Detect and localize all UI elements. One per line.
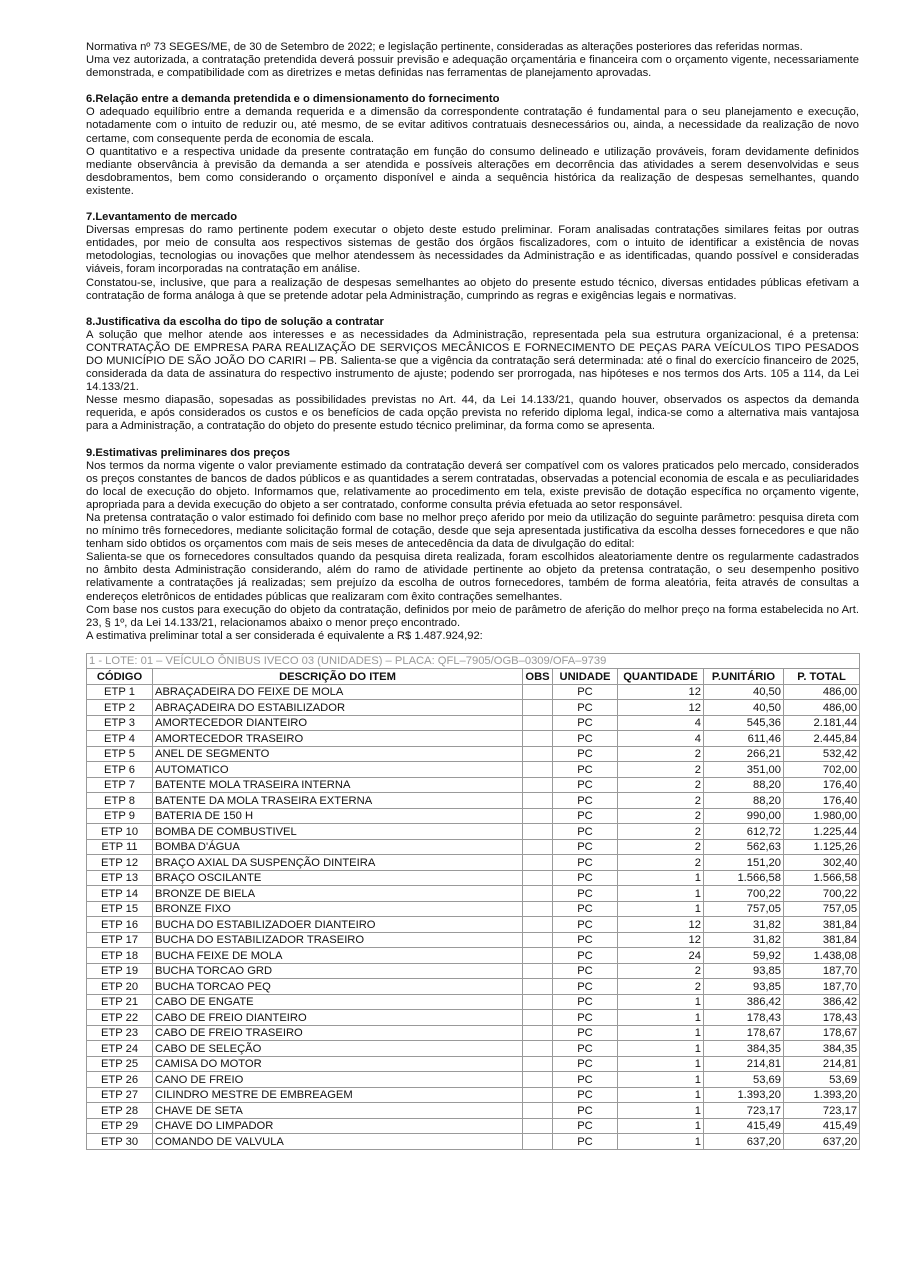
cell-total-price: 187,70 xyxy=(784,979,860,995)
cell-unit-price: 88,20 xyxy=(704,793,784,809)
cell-quantity: 1 xyxy=(618,1041,704,1057)
cell-unit-price: 415,49 xyxy=(704,1118,784,1134)
cell-obs xyxy=(523,901,553,917)
cell-code: ETP 27 xyxy=(87,1087,153,1103)
cell-quantity: 1 xyxy=(618,1134,704,1150)
cell-unit-price: 757,05 xyxy=(704,901,784,917)
table-row xyxy=(87,1134,860,1150)
cell-description: BUCHA FEIXE DE MOLA xyxy=(153,948,523,964)
cell-obs xyxy=(523,932,553,948)
cell-obs xyxy=(523,824,553,840)
cell-description: ANEL DE SEGMENTO xyxy=(153,746,523,762)
cell-description: COMANDO DE VALVULA xyxy=(153,1134,523,1150)
cell-quantity: 4 xyxy=(618,715,704,731)
cell-obs xyxy=(523,1118,553,1134)
cell-obs xyxy=(523,1103,553,1119)
cell-total-price: 53,69 xyxy=(784,1072,860,1088)
cell-unit-price: 1.393,20 xyxy=(704,1087,784,1103)
cell-obs xyxy=(523,684,553,700)
cell-code: ETP 30 xyxy=(87,1134,153,1150)
cell-obs xyxy=(523,917,553,933)
cell-unit: PC xyxy=(553,762,618,778)
cell-quantity: 1 xyxy=(618,1118,704,1134)
cell-code: ETP 3 xyxy=(87,715,153,731)
cell-quantity: 1 xyxy=(618,1056,704,1072)
cell-quantity: 2 xyxy=(618,777,704,793)
cell-unit: PC xyxy=(553,855,618,871)
lot-title: 1 - LOTE: 01 – VEÍCULO ÔNIBUS IVECO 03 (UNIDADES) – PLACA: QFL–7905/OGB–0309/OFA–9739 xyxy=(87,653,860,669)
cell-total-price: 302,40 xyxy=(784,855,860,871)
cell-quantity: 1 xyxy=(618,1103,704,1119)
cell-unit: PC xyxy=(553,715,618,731)
intro-paragraph: Uma vez autorizada, a contratação pretendida deverá possuir previsão e adequação orçamentária e financeira com o orçamento vigente, necessariamente demonstrada, e compatibilidade com as diretrizes e metas definidas nas ferramentas de planejamento aprovadas. xyxy=(86,54,859,80)
cell-total-price: 1.438,08 xyxy=(784,948,860,964)
cell-description: BRONZE FIXO xyxy=(153,901,523,917)
cell-description: CABO DE ENGATE xyxy=(153,994,523,1010)
cell-total-price: 486,00 xyxy=(784,700,860,716)
cell-code: ETP 8 xyxy=(87,793,153,809)
cell-description: CABO DE FREIO DIANTEIRO xyxy=(153,1010,523,1026)
table-row xyxy=(87,932,860,948)
table-row xyxy=(87,1087,860,1103)
cell-unit-price: 611,46 xyxy=(704,731,784,747)
cell-quantity: 12 xyxy=(618,684,704,700)
cell-quantity: 12 xyxy=(618,932,704,948)
header-unit-price: P.UNITÁRIO xyxy=(704,669,784,685)
cell-quantity: 2 xyxy=(618,839,704,855)
cell-obs xyxy=(523,762,553,778)
cell-unit-price: 40,50 xyxy=(704,700,784,716)
cell-quantity: 2 xyxy=(618,746,704,762)
price-table xyxy=(86,653,860,1150)
cell-total-price: 1.980,00 xyxy=(784,808,860,824)
cell-unit: PC xyxy=(553,994,618,1010)
cell-obs xyxy=(523,731,553,747)
cell-unit-price: 93,85 xyxy=(704,963,784,979)
table-row xyxy=(87,855,860,871)
cell-obs xyxy=(523,1025,553,1041)
cell-code: ETP 9 xyxy=(87,808,153,824)
section-paragraph: Nos termos da norma vigente o valor previamente estimado da contratação deverá ser compatível com os valores praticados pelo mercado, considerados os preços constantes de bancos de dados públicos e as quantidades a serem contratadas, observadas a potencial economia de escala e as peculiaridades do local de execução do objeto. Informamos que, relativamente ao procedimento em tela, existe previsão de dotação específica no orçamento vigente, apropriada para a devida execução do objeto a ser contratado, conforme consulta prévia efetuada ao setor responsável. xyxy=(86,459,859,511)
cell-unit: PC xyxy=(553,1134,618,1150)
section-paragraph: Nesse mesmo diapasão, sopesadas as possibilidades previstas no Art. 44, da Lei 14.133/21, quando houver, observados os aspectos da demanda requerida, e após considerados os custos e os benefícios de cada opção prevista no referido diploma legal, indica-se como a alternativa mais vantajosa para a Administração, a contratação do objeto do presente estudo técnico preliminar, da forma como se apresenta. xyxy=(86,394,859,433)
table-row xyxy=(87,1025,860,1041)
cell-total-price: 637,20 xyxy=(784,1134,860,1150)
cell-unit-price: 612,72 xyxy=(704,824,784,840)
cell-unit: PC xyxy=(553,948,618,964)
cell-total-price: 486,00 xyxy=(784,684,860,700)
section-paragraph: Na pretensa contratação o valor estimado foi definido com base no melhor preço aferido por meio da utilização do seguinte parâmetro: pesquisa direta com no mínimo três fornecedores, mediante solicitação formal de cotação, desde que seja apresentada justificativa da escolha desses fornecedores e que não tenham sido obtidos os orçamentos com mais de seis meses de antecedência da data de divulgação do edital: xyxy=(86,512,859,551)
table-row xyxy=(87,948,860,964)
cell-unit-price: 31,82 xyxy=(704,917,784,933)
cell-description: CHAVE DE SETA xyxy=(153,1103,523,1119)
section-paragraph: Diversas empresas do ramo pertinente podem executar o objeto deste estudo preliminar. Foram analisadas contratações similares feitas por outras entidades, por meio de consulta aos respectivos sistemas de gestão dos órgãos fiscalizadores, com o intuito de identificar a existência de novas metodologias, tecnologias ou inovações que melhor atendessem às necessidades da Administração e as identificadas, quando possível e consideradas viáveis, foram incorporadas na contratação em análise. xyxy=(86,224,859,276)
cell-description: BATENTE DA MOLA TRASEIRA EXTERNA xyxy=(153,793,523,809)
cell-obs xyxy=(523,994,553,1010)
cell-unit-price: 700,22 xyxy=(704,886,784,902)
cell-unit-price: 31,82 xyxy=(704,932,784,948)
cell-total-price: 1.566,58 xyxy=(784,870,860,886)
lot-title-row xyxy=(87,653,860,669)
cell-description: ABRAÇADEIRA DO FEIXE DE MOLA xyxy=(153,684,523,700)
cell-unit-price: 545,36 xyxy=(704,715,784,731)
table-row xyxy=(87,886,860,902)
table-row xyxy=(87,793,860,809)
cell-obs xyxy=(523,948,553,964)
cell-code: ETP 24 xyxy=(87,1041,153,1057)
cell-unit: PC xyxy=(553,700,618,716)
cell-unit-price: 178,67 xyxy=(704,1025,784,1041)
cell-total-price: 386,42 xyxy=(784,994,860,1010)
intro-paragraph: Normativa nº 73 SEGES/ME, de 30 de Setembro de 2022; e legislação pertinente, consideradas as alterações posteriores das referidas normas. xyxy=(86,41,803,53)
cell-unit-price: 723,17 xyxy=(704,1103,784,1119)
cell-quantity: 4 xyxy=(618,731,704,747)
cell-quantity: 1 xyxy=(618,901,704,917)
cell-unit: PC xyxy=(553,1056,618,1072)
table-row xyxy=(87,715,860,731)
cell-description: CAMISA DO MOTOR xyxy=(153,1056,523,1072)
cell-unit-price: 53,69 xyxy=(704,1072,784,1088)
cell-unit: PC xyxy=(553,1072,618,1088)
section-paragraph: A estimativa preliminar total a ser considerada é equivalente a R$ 1.487.924,92: xyxy=(86,629,483,642)
table-row xyxy=(87,808,860,824)
cell-obs xyxy=(523,700,553,716)
cell-unit: PC xyxy=(553,963,618,979)
cell-unit-price: 214,81 xyxy=(704,1056,784,1072)
cell-total-price: 381,84 xyxy=(784,917,860,933)
cell-unit: PC xyxy=(553,1118,618,1134)
cell-description: ABRAÇADEIRA DO ESTABILIZADOR xyxy=(153,700,523,716)
cell-description: BRAÇO AXIAL DA SUSPENÇÃO DINTEIRA xyxy=(153,855,523,871)
cell-code: ETP 20 xyxy=(87,979,153,995)
cell-unit: PC xyxy=(553,731,618,747)
cell-code: ETP 5 xyxy=(87,746,153,762)
section-heading: 6.Relação entre a demanda pretendida e o dimensionamento do fornecimento xyxy=(86,93,500,106)
section-paragraph: Salienta-se que os fornecedores consultados quando da pesquisa direta realizada, foram escolhidos aleatoriamente dentre os regularmente cadastrados no âmbito desta Administração considerando, além do ramo de atividade pertinente ao objeto da pretensa contratação, o seu desempenho positivo relativamente a contratações já realizadas; sem prejuízo da escolha de outros fornecedores, também de forma aleatória, feita através de consultas a endereços eletrônicos de entidades públicas que realizaram com êxito contrações semelhantes. xyxy=(86,551,859,603)
cell-unit: PC xyxy=(553,979,618,995)
table-row xyxy=(87,777,860,793)
cell-code: ETP 14 xyxy=(87,886,153,902)
cell-unit-price: 351,00 xyxy=(704,762,784,778)
cell-total-price: 700,22 xyxy=(784,886,860,902)
cell-unit-price: 151,20 xyxy=(704,855,784,871)
table-row xyxy=(87,731,860,747)
cell-code: ETP 1 xyxy=(87,684,153,700)
header-code: CÓDIGO xyxy=(87,669,153,685)
cell-total-price: 176,40 xyxy=(784,793,860,809)
table-row xyxy=(87,1103,860,1119)
cell-code: ETP 7 xyxy=(87,777,153,793)
cell-total-price: 702,00 xyxy=(784,762,860,778)
cell-description: BOMBA D'ÁGUA xyxy=(153,839,523,855)
cell-unit: PC xyxy=(553,1025,618,1041)
cell-description: BUCHA TORCAO GRD xyxy=(153,963,523,979)
section-paragraph: Com base nos custos para execução do objeto da contratação, definidos por meio de parâmetro de aferição do melhor preço na forma estabelecida no Art. 23, § 1º, da Lei 14.133/21, relacionamos abaixo o menor preço encontrado. xyxy=(86,603,859,629)
cell-quantity: 1 xyxy=(618,1010,704,1026)
table-row xyxy=(87,839,860,855)
cell-code: ETP 16 xyxy=(87,917,153,933)
table-row xyxy=(87,762,860,778)
cell-quantity: 2 xyxy=(618,793,704,809)
cell-quantity: 1 xyxy=(618,1087,704,1103)
cell-unit: PC xyxy=(553,793,618,809)
cell-quantity: 2 xyxy=(618,963,704,979)
cell-total-price: 381,84 xyxy=(784,932,860,948)
cell-code: ETP 29 xyxy=(87,1118,153,1134)
header-unit: UNIDADE xyxy=(553,669,618,685)
cell-total-price: 1.225,44 xyxy=(784,824,860,840)
table-row xyxy=(87,824,860,840)
cell-quantity: 2 xyxy=(618,979,704,995)
cell-unit: PC xyxy=(553,839,618,855)
cell-quantity: 1 xyxy=(618,886,704,902)
header-obs: OBS xyxy=(523,669,553,685)
cell-obs xyxy=(523,715,553,731)
cell-code: ETP 22 xyxy=(87,1010,153,1026)
cell-description: BOMBA DE COMBUSTIVEL xyxy=(153,824,523,840)
cell-obs xyxy=(523,793,553,809)
cell-code: ETP 19 xyxy=(87,963,153,979)
cell-unit: PC xyxy=(553,808,618,824)
table-row xyxy=(87,684,860,700)
cell-quantity: 24 xyxy=(618,948,704,964)
cell-code: ETP 17 xyxy=(87,932,153,948)
table-row xyxy=(87,963,860,979)
cell-obs xyxy=(523,839,553,855)
cell-quantity: 2 xyxy=(618,824,704,840)
cell-code: ETP 2 xyxy=(87,700,153,716)
cell-unit-price: 562,63 xyxy=(704,839,784,855)
table-row xyxy=(87,870,860,886)
table-body xyxy=(87,684,860,1149)
cell-code: ETP 15 xyxy=(87,901,153,917)
cell-unit: PC xyxy=(553,932,618,948)
cell-unit-price: 384,35 xyxy=(704,1041,784,1057)
table-row xyxy=(87,700,860,716)
cell-code: ETP 4 xyxy=(87,731,153,747)
cell-code: ETP 25 xyxy=(87,1056,153,1072)
cell-unit: PC xyxy=(553,1087,618,1103)
cell-description: CANO DE FREIO xyxy=(153,1072,523,1088)
cell-unit: PC xyxy=(553,1041,618,1057)
cell-unit: PC xyxy=(553,886,618,902)
header-total-price: P. TOTAL xyxy=(784,669,860,685)
cell-code: ETP 21 xyxy=(87,994,153,1010)
table-row xyxy=(87,994,860,1010)
cell-total-price: 214,81 xyxy=(784,1056,860,1072)
cell-unit: PC xyxy=(553,824,618,840)
cell-quantity: 2 xyxy=(618,762,704,778)
cell-unit: PC xyxy=(553,1103,618,1119)
cell-obs xyxy=(523,886,553,902)
cell-description: BRAÇO OSCILANTE xyxy=(153,870,523,886)
cell-total-price: 187,70 xyxy=(784,963,860,979)
table-row xyxy=(87,1118,860,1134)
cell-obs xyxy=(523,979,553,995)
cell-total-price: 723,17 xyxy=(784,1103,860,1119)
cell-description: CABO DE SELEÇÃO xyxy=(153,1041,523,1057)
cell-unit-price: 59,92 xyxy=(704,948,784,964)
cell-code: ETP 12 xyxy=(87,855,153,871)
cell-unit: PC xyxy=(553,777,618,793)
cell-total-price: 415,49 xyxy=(784,1118,860,1134)
cell-description: AMORTECEDOR DIANTEIRO xyxy=(153,715,523,731)
cell-obs xyxy=(523,808,553,824)
cell-obs xyxy=(523,963,553,979)
cell-total-price: 178,67 xyxy=(784,1025,860,1041)
cell-quantity: 1 xyxy=(618,1025,704,1041)
section-heading: 8.Justificativa da escolha do tipo de solução a contratar xyxy=(86,315,384,328)
cell-unit-price: 637,20 xyxy=(704,1134,784,1150)
cell-obs xyxy=(523,1056,553,1072)
cell-unit-price: 88,20 xyxy=(704,777,784,793)
cell-code: ETP 6 xyxy=(87,762,153,778)
cell-unit: PC xyxy=(553,917,618,933)
cell-code: ETP 28 xyxy=(87,1103,153,1119)
cell-obs xyxy=(523,1041,553,1057)
header-description: DESCRIÇÃO DO ITEM xyxy=(153,669,523,685)
cell-quantity: 12 xyxy=(618,700,704,716)
cell-description: BUCHA TORCAO PEQ xyxy=(153,979,523,995)
cell-unit: PC xyxy=(553,684,618,700)
cell-code: ETP 18 xyxy=(87,948,153,964)
cell-code: ETP 11 xyxy=(87,839,153,855)
cell-obs xyxy=(523,1087,553,1103)
cell-obs xyxy=(523,1072,553,1088)
cell-code: ETP 13 xyxy=(87,870,153,886)
table-header-row xyxy=(87,669,860,685)
cell-unit-price: 266,21 xyxy=(704,746,784,762)
cell-obs xyxy=(523,746,553,762)
cell-total-price: 384,35 xyxy=(784,1041,860,1057)
cell-unit: PC xyxy=(553,901,618,917)
cell-description: BUCHA DO ESTABILIZADOR TRASEIRO xyxy=(153,932,523,948)
cell-total-price: 176,40 xyxy=(784,777,860,793)
cell-description: BATENTE MOLA TRASEIRA INTERNA xyxy=(153,777,523,793)
cell-quantity: 2 xyxy=(618,808,704,824)
section-heading: 9.Estimativas preliminares dos preços xyxy=(86,446,290,459)
cell-description: AUTOMATICO xyxy=(153,762,523,778)
table-row xyxy=(87,1010,860,1026)
section-paragraph: O adequado equilíbrio entre a demanda requerida e a dimensão da correspondente contratação é fundamental para o seu planejamento e execução, notadamente com o intuito de reduzir ou, até mesmo, de se evitar aditivos contratuais desnecessários ou, ainda, a necessidade da realização de novo certame, com consequente perda de economia de escala. xyxy=(86,106,859,145)
cell-total-price: 2.445,84 xyxy=(784,731,860,747)
cell-total-price: 757,05 xyxy=(784,901,860,917)
document-page xyxy=(86,41,859,1150)
cell-unit-price: 386,42 xyxy=(704,994,784,1010)
cell-obs xyxy=(523,777,553,793)
cell-code: ETP 23 xyxy=(87,1025,153,1041)
cell-obs xyxy=(523,1010,553,1026)
cell-obs xyxy=(523,1134,553,1150)
cell-description: BRONZE DE BIELA xyxy=(153,886,523,902)
cell-total-price: 532,42 xyxy=(784,746,860,762)
cell-obs xyxy=(523,855,553,871)
cell-description: CABO DE FREIO TRASEIRO xyxy=(153,1025,523,1041)
cell-unit-price: 1.566,58 xyxy=(704,870,784,886)
cell-code: ETP 26 xyxy=(87,1072,153,1088)
cell-description: AMORTECEDOR TRASEIRO xyxy=(153,731,523,747)
cell-total-price: 2.181,44 xyxy=(784,715,860,731)
cell-description: BUCHA DO ESTABILIZADOER DIANTEIRO xyxy=(153,917,523,933)
table-row xyxy=(87,1072,860,1088)
cell-unit-price: 990,00 xyxy=(704,808,784,824)
table-row xyxy=(87,979,860,995)
section-paragraph: A solução que melhor atende aos interesses e as necessidades da Administração, representada pela sua estrutura organizacional, é a pretensa: CONTRATAÇÃO DE EMPRESA PARA REALIZAÇÃO DE SERVIÇOS MECÂNICOS E FORNECIMENTO DE PEÇAS PARA VEÍCULOS TIPO PESADOS DO MUNICÍPIO DE SÃO JOÃO DO CARIRI – PB. Salienta-se que a vigência da contratação será determinada: até o final do exercício financeiro de 2025, considerada da data de assinatura do respectivo instrumento de ajuste; podendo ser prorrogada, nas hipóteses e nos termos dos Arts. 105 a 114, da Lei 14.133/21. xyxy=(86,328,859,394)
table-row xyxy=(87,917,860,933)
cell-unit-price: 93,85 xyxy=(704,979,784,995)
cell-total-price: 1.125,26 xyxy=(784,839,860,855)
section-paragraph: O quantitativo e a respectiva unidade da presente contratação em função do consumo delineado e utilização prováveis, foram devidamente definidos mediante observância à previsão da demanda a ser atendida e possíveis alterações em decorrência das atividades a serem desenvolvidas e seus desdobramentos, bem como considerando o orçamento disponível e ainda a sequência histórica da realização de despesas semelhantes, quando existente. xyxy=(86,145,859,197)
intro-text xyxy=(86,41,859,80)
cell-obs xyxy=(523,870,553,886)
table-row xyxy=(87,1041,860,1057)
table-row xyxy=(87,1056,860,1072)
section-heading: 7.Levantamento de mercado xyxy=(86,211,238,224)
cell-description: BATERIA DE 150 H xyxy=(153,808,523,824)
cell-quantity: 1 xyxy=(618,994,704,1010)
header-quantity: QUANTIDADE xyxy=(618,669,704,685)
table-row xyxy=(87,746,860,762)
cell-total-price: 1.393,20 xyxy=(784,1087,860,1103)
cell-code: ETP 10 xyxy=(87,824,153,840)
section-paragraph: Constatou-se, inclusive, que para a realização de despesas semelhantes ao objeto do presente estudo técnico, diversas entidades públicas efetivam a contratação de forma análoga à que se pretende adotar pela Administração, cumprindo as regras e exigências legais e normativas. xyxy=(86,276,859,302)
cell-description: CHAVE DO LIMPADOR xyxy=(153,1118,523,1134)
table-row xyxy=(87,901,860,917)
cell-unit-price: 40,50 xyxy=(704,684,784,700)
cell-unit: PC xyxy=(553,870,618,886)
cell-quantity: 2 xyxy=(618,855,704,871)
cell-unit: PC xyxy=(553,1010,618,1026)
cell-quantity: 12 xyxy=(618,917,704,933)
cell-quantity: 1 xyxy=(618,1072,704,1088)
cell-unit-price: 178,43 xyxy=(704,1010,784,1026)
cell-description: CILINDRO MESTRE DE EMBREAGEM xyxy=(153,1087,523,1103)
cell-total-price: 178,43 xyxy=(784,1010,860,1026)
cell-quantity: 1 xyxy=(618,870,704,886)
cell-unit: PC xyxy=(553,746,618,762)
